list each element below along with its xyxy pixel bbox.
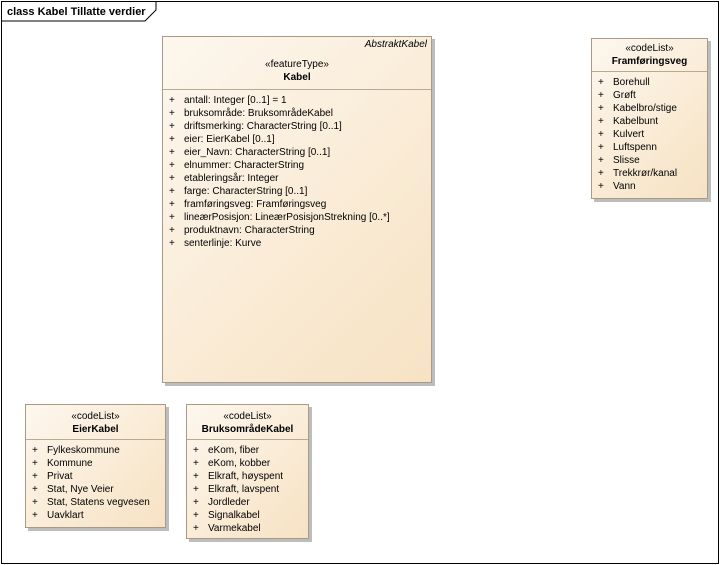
list-item-text: produktnavn: CharacterString — [184, 225, 315, 236]
list-item[interactable] — [163, 211, 431, 224]
list-item-text: Fylkeskommune — [47, 445, 120, 456]
list-item-text: Kabelbunt — [613, 116, 659, 127]
list-item[interactable] — [163, 198, 431, 211]
codelist-values — [592, 72, 707, 193]
list-item[interactable] — [592, 141, 707, 154]
list-item[interactable] — [163, 94, 431, 107]
list-item-text: Slisse — [613, 155, 640, 166]
public-visibility-marker: + — [598, 142, 604, 153]
public-visibility-marker: + — [169, 147, 175, 158]
public-visibility-marker: + — [32, 497, 38, 508]
public-visibility-marker: + — [193, 471, 199, 482]
list-item-text: Stat, Nye Veier — [47, 484, 114, 495]
attribute-list — [163, 90, 431, 250]
list-item-text: eier: EierKabel [0..1] — [184, 134, 275, 145]
public-visibility-marker: + — [32, 510, 38, 521]
public-visibility-marker: + — [169, 173, 175, 184]
list-item[interactable] — [187, 483, 308, 496]
list-item-text: Elkraft, høyspent — [208, 471, 284, 482]
public-visibility-marker: + — [598, 155, 604, 166]
list-item[interactable] — [163, 133, 431, 146]
frame-title: class Kabel Tillatte verdier — [7, 6, 146, 18]
list-item[interactable] — [26, 444, 165, 457]
abstract-superclass-label: AbstraktKabel — [364, 39, 427, 50]
list-item[interactable] — [26, 496, 165, 509]
list-item-text: lineærPosisjon: LineærPosisjonStrekning [0..*] — [184, 212, 390, 223]
list-item[interactable] — [187, 509, 308, 522]
list-item-text: Luftspenn — [613, 142, 657, 153]
public-visibility-marker: + — [169, 121, 175, 132]
list-item[interactable] — [592, 76, 707, 89]
public-visibility-marker: + — [598, 181, 604, 192]
codelist-eierkabel-header — [26, 405, 165, 440]
public-visibility-marker: + — [169, 238, 175, 249]
public-visibility-marker: + — [169, 225, 175, 236]
public-visibility-marker: + — [598, 116, 604, 127]
list-item[interactable] — [187, 496, 308, 509]
class-kabel[interactable] — [162, 36, 432, 383]
codelist-framforingsveg-header — [592, 39, 707, 72]
list-item[interactable] — [187, 522, 308, 535]
list-item-text: Uavklart — [47, 510, 84, 521]
list-item[interactable] — [163, 107, 431, 120]
class-kabel-header — [163, 37, 431, 90]
class-name: EierKabel — [72, 424, 119, 435]
list-item-text: Grøft — [613, 90, 636, 101]
list-item-text: Elkraft, lavspent — [208, 484, 280, 495]
class-stereotype: «codeList» — [223, 411, 272, 422]
list-item[interactable] — [592, 89, 707, 102]
public-visibility-marker: + — [169, 160, 175, 171]
codelist-framforingsveg[interactable] — [591, 38, 708, 199]
list-item[interactable] — [592, 180, 707, 193]
public-visibility-marker: + — [193, 445, 199, 456]
class-stereotype: «featureType» — [265, 59, 329, 70]
list-item[interactable] — [592, 115, 707, 128]
public-visibility-marker: + — [32, 484, 38, 495]
public-visibility-marker: + — [193, 458, 199, 469]
public-visibility-marker: + — [169, 108, 175, 119]
list-item-text: Signalkabel — [208, 510, 260, 521]
list-item[interactable] — [163, 185, 431, 198]
list-item-text: eKom, fiber — [208, 445, 260, 456]
list-item-text: Kommune — [47, 458, 93, 469]
public-visibility-marker: + — [32, 471, 38, 482]
list-item[interactable] — [163, 172, 431, 185]
codelist-values — [26, 440, 165, 522]
public-visibility-marker: + — [193, 510, 199, 521]
list-item[interactable] — [163, 159, 431, 172]
list-item-text: etableringsår: Integer — [184, 173, 279, 184]
list-item-text: elnummer: CharacterString — [184, 160, 305, 171]
list-item[interactable] — [163, 237, 431, 250]
public-visibility-marker: + — [598, 129, 604, 140]
class-name: Kabel — [283, 72, 311, 83]
list-item-text: Vann — [613, 181, 636, 192]
public-visibility-marker: + — [169, 199, 175, 210]
public-visibility-marker: + — [598, 77, 604, 88]
codelist-values — [187, 440, 308, 535]
class-name: Framføringsveg — [611, 56, 688, 67]
list-item[interactable] — [26, 509, 165, 522]
list-item-text: framføringsveg: Framføringsveg — [184, 199, 327, 210]
list-item-text: senterlinje: Kurve — [184, 238, 262, 249]
list-item-text: farge: CharacterString [0..1] — [184, 186, 308, 197]
public-visibility-marker: + — [32, 445, 38, 456]
list-item[interactable] — [163, 120, 431, 133]
list-item[interactable] — [26, 483, 165, 496]
public-visibility-marker: + — [32, 458, 38, 469]
list-item[interactable] — [592, 167, 707, 180]
public-visibility-marker: + — [193, 497, 199, 508]
list-item[interactable] — [187, 470, 308, 483]
list-item-text: eKom, kobber — [208, 458, 271, 469]
list-item-text: bruksområde: BruksområdeKabel — [184, 108, 333, 119]
list-item[interactable] — [163, 224, 431, 237]
codelist-eierkabel[interactable] — [25, 404, 166, 528]
public-visibility-marker: + — [169, 95, 175, 106]
list-item-text: Jordleder — [208, 497, 250, 508]
codelist-bruksomradekabel-header — [187, 405, 308, 440]
list-item[interactable] — [26, 457, 165, 470]
public-visibility-marker: + — [598, 90, 604, 101]
list-item[interactable] — [26, 470, 165, 483]
public-visibility-marker: + — [169, 212, 175, 223]
list-item-text: Stat, Statens vegvesen — [47, 497, 150, 508]
list-item[interactable] — [592, 128, 707, 141]
list-item[interactable] — [163, 146, 431, 159]
list-item-text: driftsmerking: CharacterString [0..1] — [184, 121, 342, 132]
list-item-text: Kulvert — [613, 129, 645, 140]
public-visibility-marker: + — [193, 484, 199, 495]
public-visibility-marker: + — [598, 103, 604, 114]
class-stereotype: «codeList» — [625, 43, 674, 54]
list-item-text: Privat — [47, 471, 73, 482]
public-visibility-marker: + — [169, 134, 175, 145]
public-visibility-marker: + — [169, 186, 175, 197]
codelist-bruksomradekabel[interactable] — [186, 404, 309, 539]
list-item[interactable] — [187, 457, 308, 470]
list-item-text: Varmekabel — [208, 523, 261, 534]
list-item-text: antall: Integer [0..1] = 1 — [184, 95, 287, 106]
list-item-text: Trekkrør/kanal — [613, 168, 678, 179]
list-item-text: Kabelbro/stige — [613, 103, 677, 114]
list-item[interactable] — [592, 102, 707, 115]
class-stereotype: «codeList» — [71, 411, 120, 422]
list-item[interactable] — [592, 154, 707, 167]
class-name: BruksområdeKabel — [201, 424, 294, 435]
public-visibility-marker: + — [193, 523, 199, 534]
public-visibility-marker: + — [598, 168, 604, 179]
list-item[interactable] — [187, 444, 308, 457]
list-item-text: Borehull — [613, 77, 650, 88]
list-item-text: eier_Navn: CharacterString [0..1] — [184, 147, 331, 158]
